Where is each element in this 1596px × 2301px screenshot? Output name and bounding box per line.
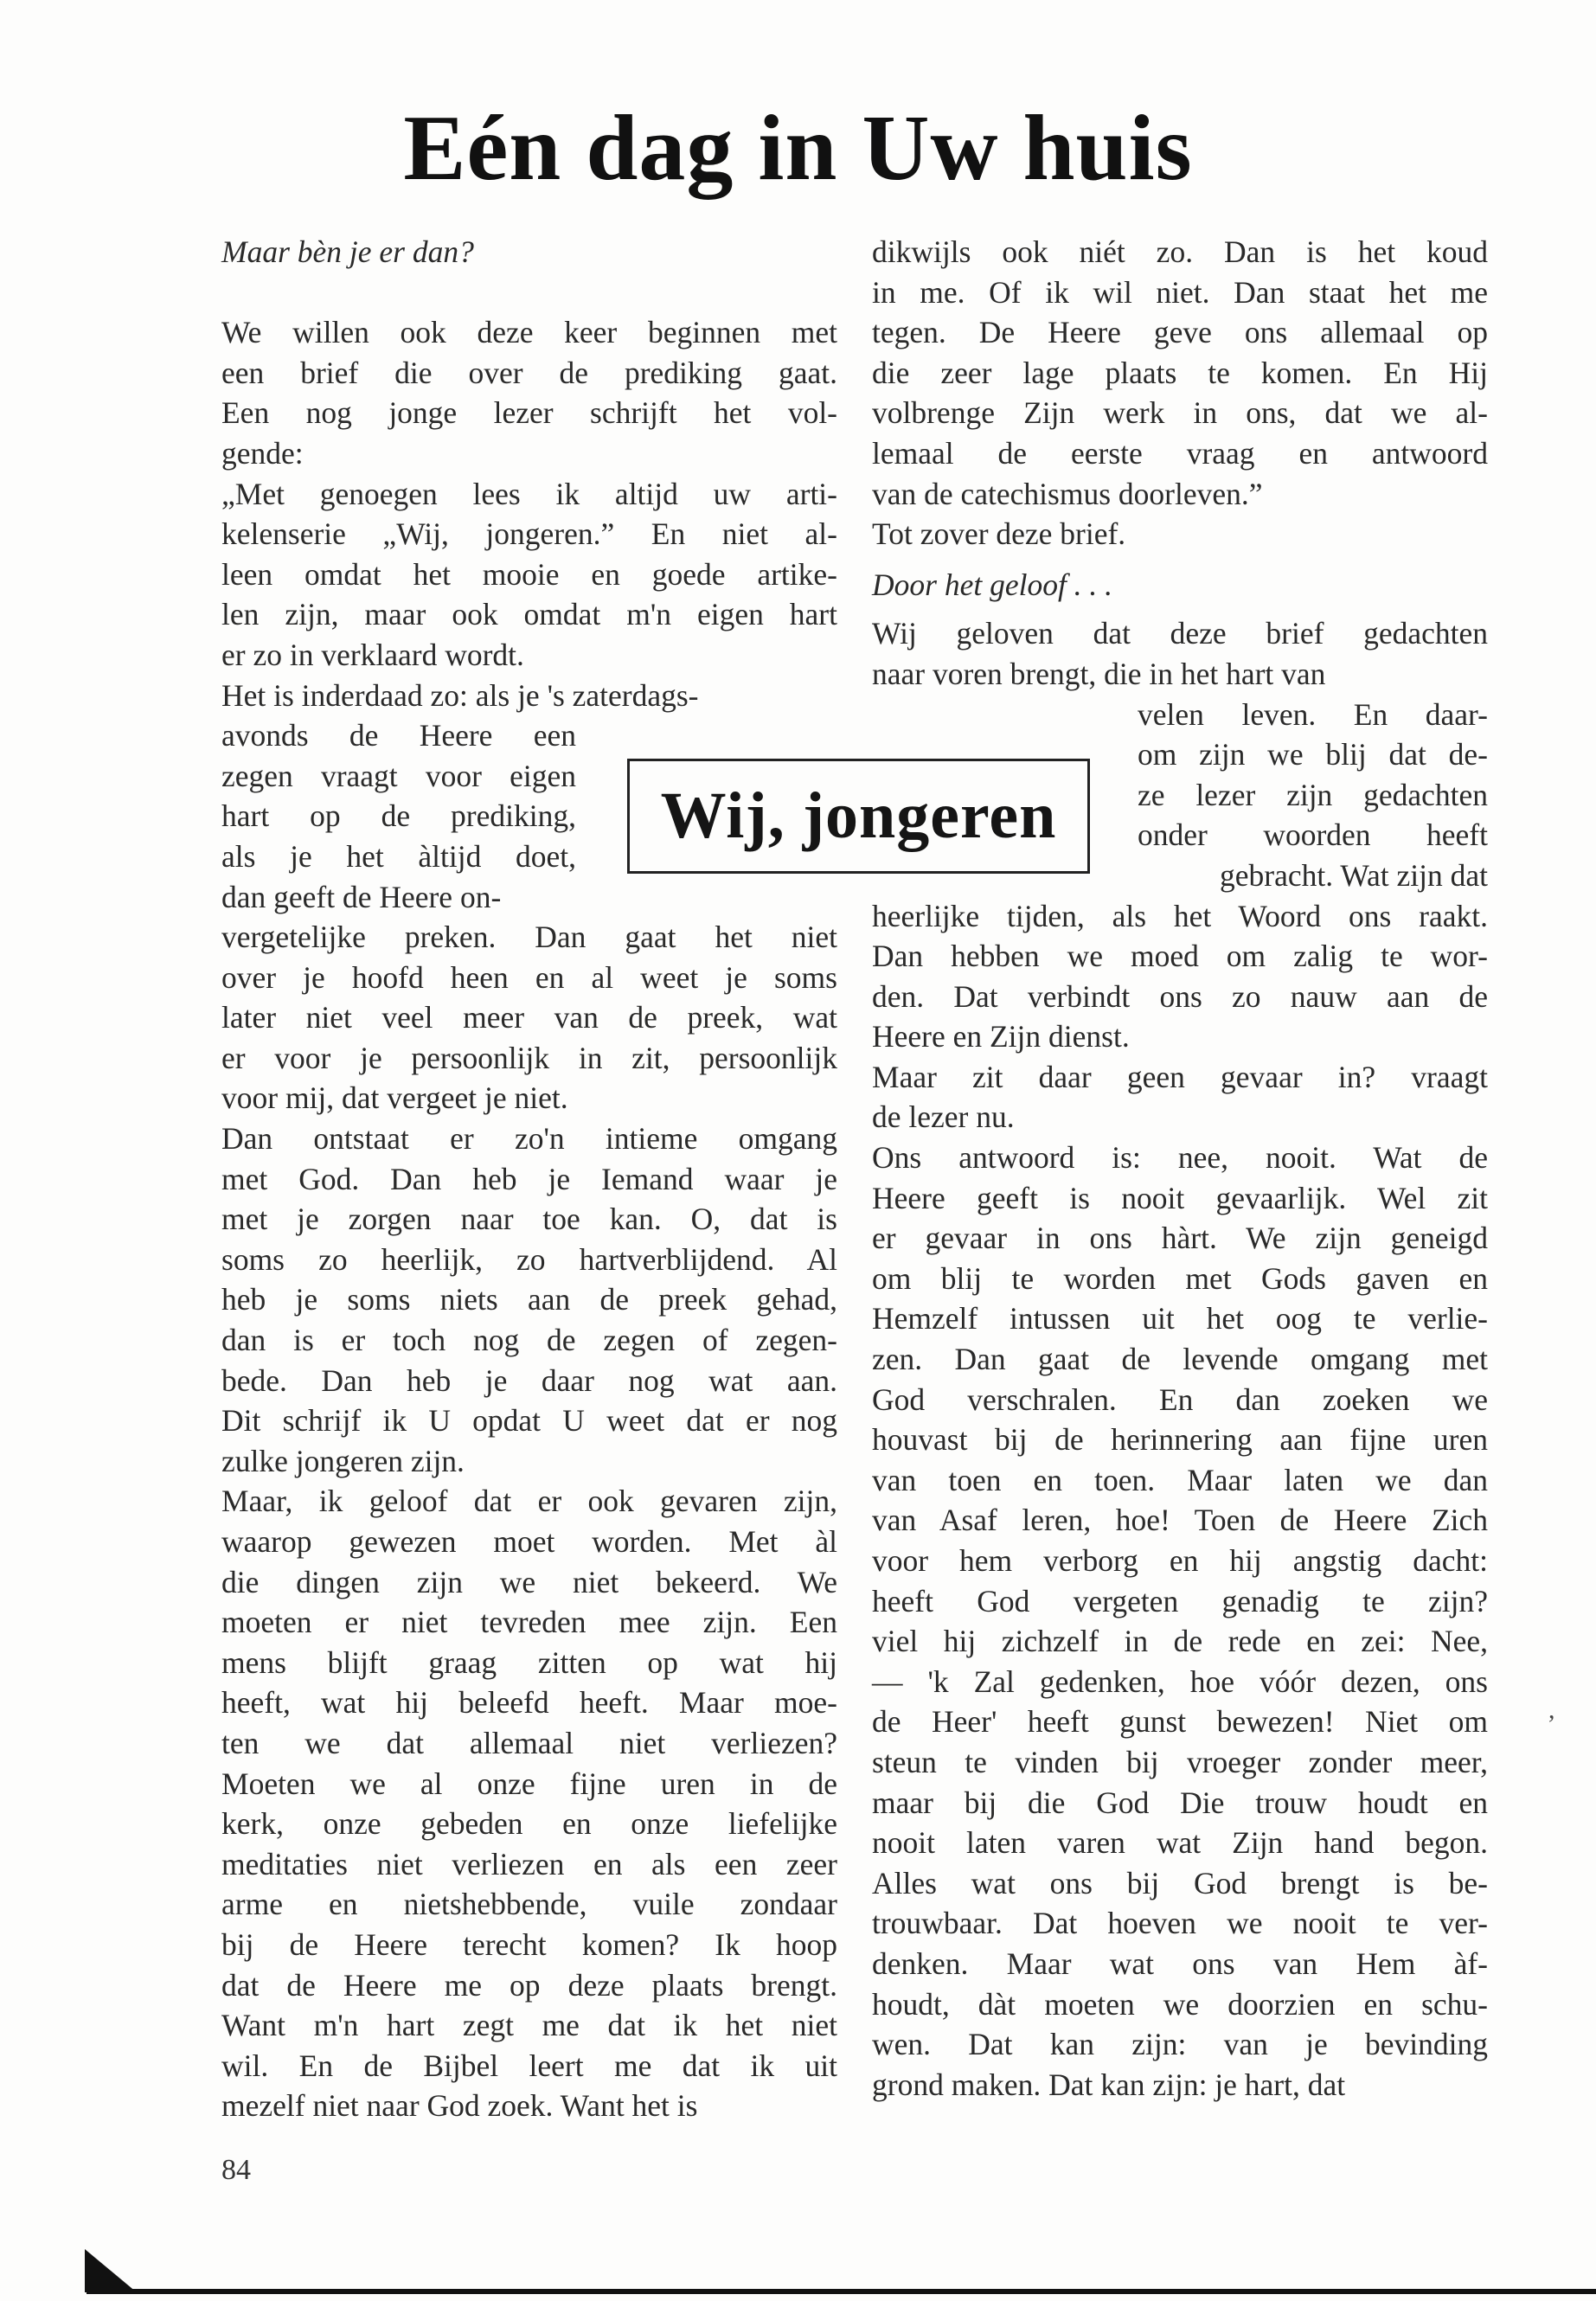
text-line: dikwijls ook niét zo. Dan is het koud xyxy=(872,234,1488,269)
spacer xyxy=(872,554,1488,565)
text-line: wen. Dat kan zijn: van je bevinding xyxy=(872,2027,1488,2062)
text-line: van toen en toen. Maar laten we dan xyxy=(872,1462,1488,1497)
text-line: maar bij die God Die trouw houdt en xyxy=(872,1785,1488,1820)
text-line: Maar, ik geloof dat er ook gevaren zijn, xyxy=(221,1484,837,1519)
text-line: lemaal de eerste vraag en antwoord xyxy=(872,435,1488,471)
text-line: later niet veel meer van de preek, wat xyxy=(221,1000,837,1035)
text-line: gende: xyxy=(221,435,304,471)
text-line: Heere en Zijn dienst. xyxy=(872,1019,1130,1054)
bottom-rule xyxy=(87,2289,1596,2294)
text-line: houdt, dàt moeten we doorzien en schu- xyxy=(872,1986,1488,2022)
text-line: om blij te worden met Gods gaven en xyxy=(872,1260,1488,1296)
stray-mark: , xyxy=(1548,1695,1555,1724)
section-heading-box xyxy=(627,759,1090,874)
section-heading: Wij, jongeren xyxy=(660,779,1057,852)
text-line: vergetelijke preken. Dan gaat het niet xyxy=(221,920,837,955)
text-line: meditaties niet verliezen en als een zeer xyxy=(221,1846,837,1881)
text-line: bij de Heere terecht komen? Ik hoop xyxy=(221,1926,837,1962)
text-line: heerlijke tijden, als het Woord ons raakt. xyxy=(872,898,1488,933)
corner-mark xyxy=(85,2249,137,2292)
text-line: Het is inderdaad zo: als je 's zaterdags- xyxy=(221,677,699,713)
text-line: avonds de Heere een xyxy=(221,718,576,753)
text-line: len zijn, maar ook omdat m'n eigen hart xyxy=(221,597,837,632)
text-line: leen omdat het mooie en goede artike- xyxy=(221,556,837,592)
text-line: Moeten we al onze fijne uren in de xyxy=(221,1766,837,1801)
text-line: Dan hebben we moed om zalig te wor- xyxy=(872,939,1488,974)
right-subhead: Door het geloof . . . xyxy=(872,567,1113,602)
text-line: wil. En de Bijbel leert me dat ik uit xyxy=(221,2048,837,2083)
right-paragraph-block-b xyxy=(872,613,1488,694)
text-line: mezelf niet naar God zoek. Want het is xyxy=(221,2088,698,2124)
text-line: Hemzelf intussen uit het oog te verlie- xyxy=(872,1301,1488,1336)
text-line: van Asaf leren, hoe! Toen de Heere Zich xyxy=(872,1503,1488,1538)
text-line: ze lezer zijn gedachten xyxy=(1138,777,1488,812)
text-line: als je het àltijd doet, xyxy=(221,838,576,874)
text-line: om zijn we blij dat de- xyxy=(1138,737,1488,772)
right-paragraph-block-a xyxy=(872,232,1488,554)
text-line: denken. Maar wat ons van Hem àf- xyxy=(872,1945,1488,1981)
text-line: met God. Dan heb je Iemand waar je xyxy=(221,1161,837,1196)
text-line: ten we dat allemaal niet verliezen? xyxy=(221,1725,837,1760)
text-line: heeft God vergeten genadig te zijn? xyxy=(872,1583,1488,1618)
text-line: Een nog jonge lezer schrijft het vol- xyxy=(221,395,837,431)
right-column xyxy=(872,232,1488,2105)
article-title: Eén dag in Uw huis xyxy=(403,97,1193,200)
text-line: mens blijft graag zitten op wat hij xyxy=(221,1644,837,1680)
text-line: die zeer lage plaats te komen. En Hij xyxy=(872,355,1488,390)
text-line: viel hij zichzelf in de rede en zei: Nee, xyxy=(872,1624,1488,1659)
text-line: de Heer' heeft gunst bewezen! Niet om xyxy=(872,1704,1488,1740)
text-line: grond maken. Dat kan zijn: je hart, dat xyxy=(872,2067,1346,2102)
text-line: God verschralen. En dan zoeken we xyxy=(872,1381,1488,1417)
text-line: voor hem verborg en hij angstig dacht: xyxy=(872,1543,1488,1578)
text-line: er voor je persoonlijk in zit, persoonlijk xyxy=(221,1040,837,1075)
text-line: met je zorgen naar toe kan. O, dat is xyxy=(221,1202,837,1237)
text-line: voor mij, dat vergeet je niet. xyxy=(221,1080,568,1116)
text-line: zen. Dan gaat de levende omgang met xyxy=(872,1342,1488,1377)
text-line: gebracht. Wat zijn dat xyxy=(1220,857,1488,893)
text-line: tegen. De Heere geve ons allemaal op xyxy=(872,315,1488,350)
right-paragraph-block-c xyxy=(872,896,1488,2106)
text-line: nooit laten varen wat Zijn hand begon. xyxy=(872,1825,1488,1861)
text-line: kerk, onze gebeden en onze liefelijke xyxy=(221,1806,837,1842)
text-line: naar voren brengt, die in het hart van xyxy=(872,656,1326,691)
text-line: arme en nietshebbende, vuile zondaar xyxy=(221,1887,837,1922)
text-line: waarop gewezen moet worden. Met àl xyxy=(221,1524,837,1559)
text-line: houvast bij de herinnering aan fijne uren xyxy=(872,1422,1488,1458)
left-column xyxy=(221,232,837,2126)
text-line: van de catechismus doorleven.” xyxy=(872,476,1263,511)
text-line: heeft, wat hij beleefd heeft. Maar moe- xyxy=(221,1685,837,1721)
text-line: Wij geloven dat deze brief gedachten xyxy=(872,616,1488,651)
left-paragraph-block-b xyxy=(221,917,837,2126)
text-line: Ons antwoord is: nee, nooit. Wat de xyxy=(872,1140,1488,1176)
text-line: kelenserie „Wij, jongeren.” En niet al- xyxy=(221,516,837,552)
text-line: onder woorden heeft xyxy=(1138,817,1488,853)
text-line: de lezer nu. xyxy=(872,1099,1015,1135)
text-line: een brief die over de prediking gaat. xyxy=(221,355,837,390)
text-line: zegen vraagt voor eigen xyxy=(221,758,576,793)
text-line: hart op de prediking, xyxy=(221,798,576,834)
text-line: Maar zit daar geen gevaar in? vraagt xyxy=(872,1059,1488,1094)
text-line: Dan ontstaat er zo'n intieme omgang xyxy=(221,1121,837,1157)
text-line: Dit schrijf ik U opdat U weet dat er nog xyxy=(221,1403,837,1439)
text-line: dan is er toch nog de zegen of zegen- xyxy=(221,1323,837,1358)
text-line: moeten er niet tevreden mee zijn. Een xyxy=(221,1605,837,1640)
text-line: trouwbaar. Dat hoeven we nooit te ver- xyxy=(872,1906,1488,1941)
text-line: — 'k Zal gedenken, hoe vóór dezen, ons xyxy=(872,1663,1488,1699)
text-line: Want m'n hart zegt me dat ik het niet xyxy=(221,2008,837,2043)
text-line: dan geeft de Heere on- xyxy=(221,879,502,914)
text-line: er zo in verklaard wordt. xyxy=(221,637,524,672)
text-line: steun te vinden bij vroeger zonder meer, xyxy=(872,1744,1488,1779)
left-paragraph-block-a xyxy=(221,312,837,715)
text-line: Alles wat ons bij God brengt is be- xyxy=(872,1865,1488,1900)
text-line: velen leven. En daar- xyxy=(1138,696,1488,732)
text-line: „Met genoegen lees ik altijd uw arti- xyxy=(221,476,837,511)
text-line: Tot zover deze brief. xyxy=(872,516,1126,552)
spacer xyxy=(872,605,1488,613)
text-line: heb je soms niets aan de preek gehad, xyxy=(221,1282,837,1317)
spacer xyxy=(221,272,837,313)
text-line: die dingen zijn we niet bekeerd. We xyxy=(221,1564,837,1599)
text-line: soms zo heerlijk, zo hartverblijdend. Al xyxy=(221,1241,837,1277)
left-subhead: Maar bèn je er dan? xyxy=(221,234,474,269)
text-line: bede. Dan heb je daar nog wat aan. xyxy=(221,1362,837,1398)
text-line: over je hoofd heen en al weet je soms xyxy=(221,959,837,995)
text-line: in me. Of ik wil niet. Dan staat het me xyxy=(872,274,1488,310)
text-line: zulke jongeren zijn. xyxy=(221,1443,465,1478)
text-line: volbrenge Zijn werk in ons, dat we al- xyxy=(872,395,1488,431)
text-line: Heere geeft is nooit gevaarlijk. Wel zit xyxy=(872,1180,1488,1215)
page-number: 84 xyxy=(221,2154,251,2186)
text-line: dat de Heere me op deze plaats brengt. xyxy=(221,1967,837,2003)
text-line: er gevaar in ons hàrt. We zijn geneigd xyxy=(872,1221,1488,1256)
text-line: den. Dat verbindt ons zo nauw aan de xyxy=(872,978,1488,1014)
text-line: We willen ook deze keer beginnen met xyxy=(221,315,837,350)
